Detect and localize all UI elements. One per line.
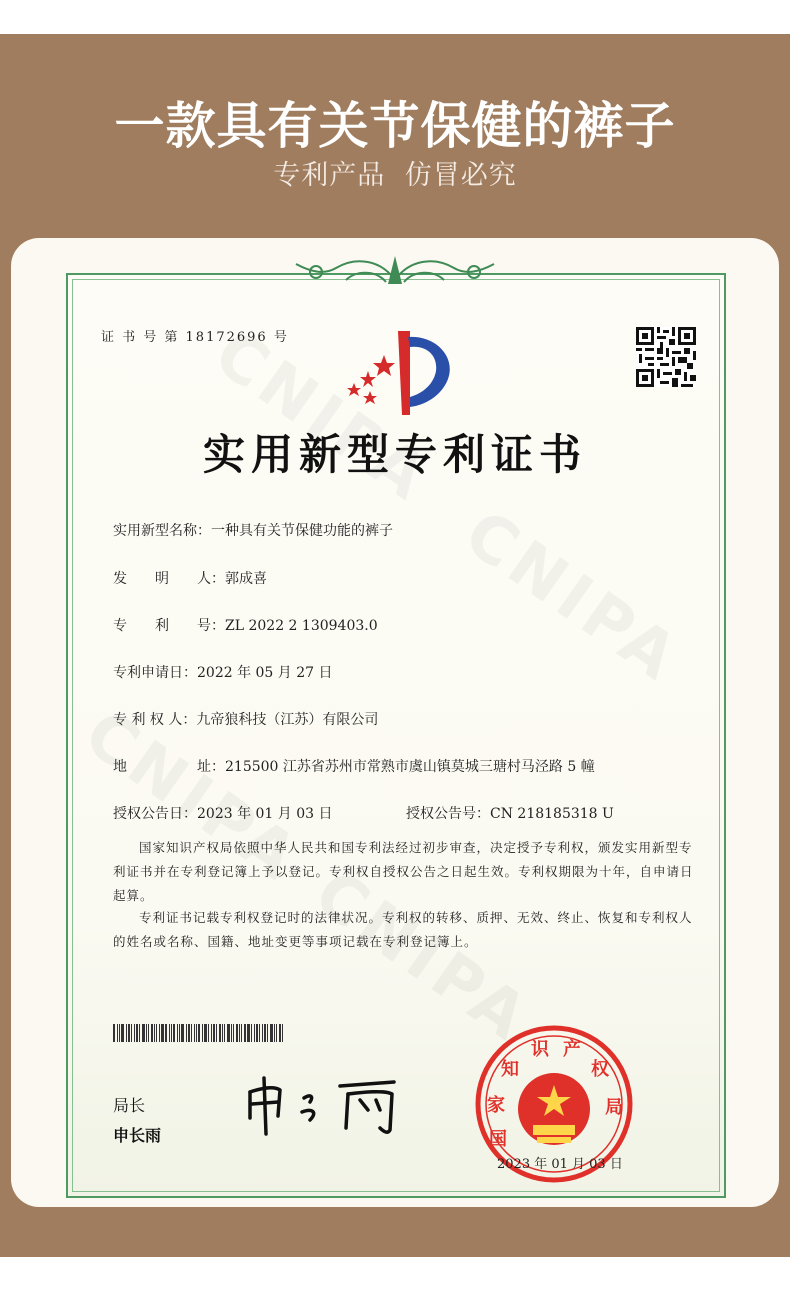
product-headline: 一款具有关节保健的裤子	[114, 97, 676, 155]
field-value: 2023 年 01 月 03 日	[197, 806, 333, 822]
certificate-number: 证 书 号 第 18172696 号	[101, 330, 289, 345]
field-label: 专 利 权 人：	[113, 712, 197, 728]
field-label: 发 明 人：	[113, 571, 225, 587]
director-title: 局长	[113, 1096, 146, 1115]
barcode-bar	[251, 1024, 252, 1042]
barcode-bar	[131, 1024, 132, 1042]
field-label: 专 利 号：	[113, 618, 225, 634]
barcode-bar	[171, 1024, 172, 1042]
barcode-bar	[194, 1024, 195, 1042]
barcode-bar	[282, 1024, 283, 1042]
field-inventor	[113, 568, 267, 588]
barcode-bar	[216, 1024, 217, 1042]
certificate-paragraph: 专利证书记载专利权登记时的法律状况。专利权的转移、质押、无效、终止、恢复和专利权人的姓名或名称、国籍、地址变更等事项记载在专利登记簿上。	[113, 910, 693, 949]
ornament-icon	[286, 250, 504, 294]
barcode-bar	[233, 1024, 234, 1042]
field-patent-number	[113, 615, 378, 635]
field-value: CN 218185318 U	[490, 806, 614, 822]
barcode-bar	[227, 1024, 230, 1042]
barcode-bar	[196, 1024, 197, 1042]
field-label: 实用新型名称：	[113, 523, 211, 539]
barcode-bar	[241, 1024, 242, 1042]
barcode-bar	[276, 1024, 277, 1042]
barcode-bar	[262, 1024, 263, 1042]
field-value: 215500 江苏省苏州市常熟市虞山镇莫城三瑭村马泾路 5 幢	[225, 759, 595, 775]
field-value: 2022 年 05 月 27 日	[197, 665, 333, 681]
barcode-bar	[222, 1024, 223, 1042]
field-value: ZL 2022 2 1309403.0	[225, 618, 378, 634]
barcode-bar	[188, 1024, 190, 1042]
barcode-bar	[177, 1024, 178, 1042]
barcode-bar	[231, 1024, 232, 1042]
barcode-bar	[154, 1024, 155, 1042]
barcode-icon	[113, 1024, 315, 1042]
certificate-paragraph: 国家知识产权局依照中华人民共和国专利法经过初步审查，决定授予专利权，颁发实用新型专利证书并在专利登记簿上予以登记。专利权自授权公告之日起生效。专利权期限为十年，自申请日起算。	[113, 840, 694, 903]
barcode-bar	[159, 1024, 160, 1042]
field-grant-date	[113, 803, 333, 823]
svg-text:国: 国	[489, 1129, 507, 1150]
barcode-bar	[224, 1024, 225, 1042]
barcode-bar	[279, 1024, 281, 1042]
barcode-bar	[254, 1024, 255, 1042]
field-label: 地 址：	[113, 759, 225, 775]
barcode-bar	[204, 1024, 207, 1042]
barcode-bar	[274, 1024, 275, 1042]
svg-text:局: 局	[605, 1097, 623, 1118]
barcode-bar	[270, 1024, 273, 1042]
barcode-bar	[191, 1024, 192, 1042]
barcode-bar	[161, 1024, 164, 1042]
svg-text:识: 识	[531, 1039, 549, 1060]
barcode-bar	[267, 1024, 268, 1042]
barcode-bar	[247, 1024, 250, 1042]
barcode-bar	[264, 1024, 266, 1042]
barcode-bar	[148, 1024, 149, 1042]
barcode-bar	[169, 1024, 170, 1042]
barcode-bar	[128, 1024, 130, 1042]
patent-subheadline: 专利产品 仿冒必究	[273, 160, 517, 191]
barcode-bar	[156, 1024, 157, 1042]
barcode-bar	[219, 1024, 221, 1042]
field-grant-publication-number	[406, 803, 614, 823]
barcode-bar	[121, 1024, 124, 1042]
barcode-bar	[173, 1024, 175, 1042]
svg-text:知: 知	[501, 1059, 519, 1080]
barcode-bar	[186, 1024, 187, 1042]
field-label: 授权公告日：	[113, 806, 197, 822]
field-value: 郭成喜	[225, 571, 267, 587]
field-address	[113, 756, 595, 776]
barcode-bar	[126, 1024, 127, 1042]
field-label: 专利申请日：	[113, 665, 197, 681]
seal-date: 2023 年 01 月 03 日	[497, 1157, 623, 1172]
barcode-bar	[117, 1024, 118, 1042]
certificate-title: 实用新型专利证书	[202, 430, 587, 479]
director-name: 申长雨	[113, 1126, 162, 1145]
barcode-bar	[211, 1024, 212, 1042]
barcode-bar	[236, 1024, 238, 1042]
barcode-bar	[213, 1024, 215, 1042]
signature-icon	[244, 1070, 414, 1140]
field-value: 一种具有关节保健功能的裤子	[211, 523, 393, 539]
barcode-bar	[198, 1024, 200, 1042]
svg-text:产: 产	[563, 1039, 581, 1060]
field-patentee	[113, 709, 378, 729]
barcode-bar	[136, 1024, 138, 1042]
barcode-bar	[113, 1024, 115, 1042]
field-value: 九帝狼科技（江苏）有限公司	[196, 712, 379, 728]
barcode-bar	[239, 1024, 240, 1042]
barcode-bar	[151, 1024, 153, 1042]
barcode-bar	[179, 1024, 180, 1042]
svg-text:权: 权	[591, 1059, 609, 1080]
barcode-bar	[244, 1024, 246, 1042]
barcode-bar	[208, 1024, 209, 1042]
barcode-bar	[119, 1024, 120, 1042]
field-utility-model-name	[113, 520, 393, 540]
barcode-bar	[181, 1024, 184, 1042]
qr-code-icon	[636, 327, 696, 387]
barcode-bar	[134, 1024, 135, 1042]
svg-text:家: 家	[487, 1095, 505, 1116]
barcode-bar	[142, 1024, 145, 1042]
field-label: 授权公告号：	[406, 806, 490, 822]
barcode-bar	[256, 1024, 258, 1042]
barcode-bar	[202, 1024, 203, 1042]
cnipa-logo-icon	[338, 327, 456, 419]
barcode-bar	[139, 1024, 140, 1042]
barcode-bar	[259, 1024, 260, 1042]
barcode-bar	[146, 1024, 147, 1042]
field-filing-date	[113, 662, 333, 682]
barcode-bar	[165, 1024, 167, 1042]
